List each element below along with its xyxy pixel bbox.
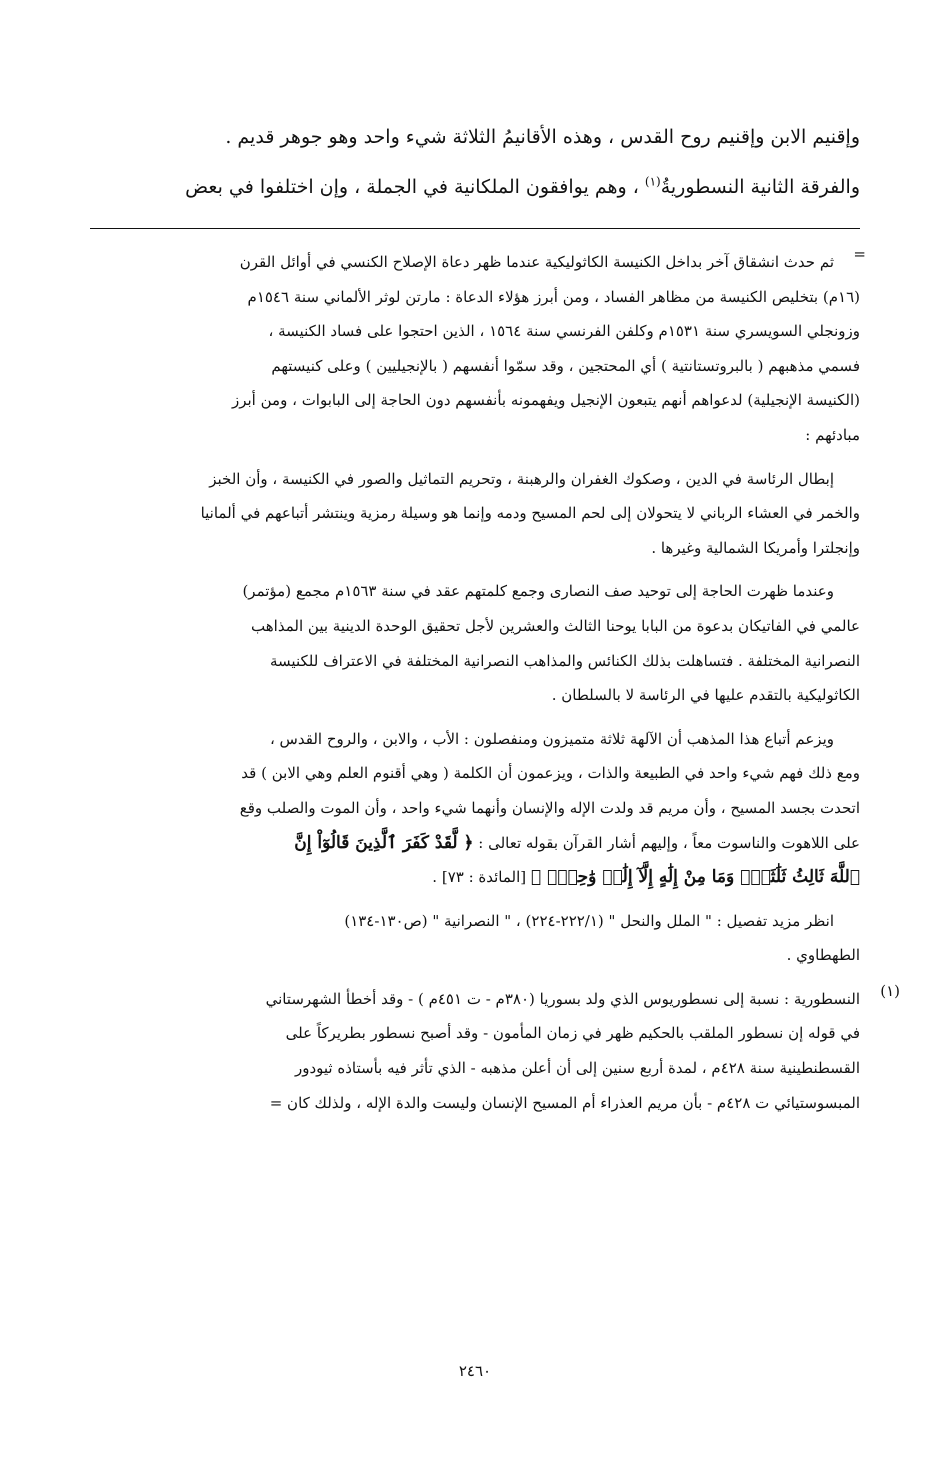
page-number: ٢٤٦٠ [458,1362,492,1380]
main-text [90,112,860,212]
continuation-marker: = [853,245,866,263]
footnote-line: النسطورية : نسبة إلى نسطوريوس الذي ولد بسوريا (٣٨٠م - ت ٤٥١م ) - وقد أخطأ الشهرستاني [265,989,860,1008]
footnote-line [90,826,860,861]
footnote-paragraph-2 [90,462,860,566]
footnote-line: انظر مزيد تفصيل : " الملل والنحل " (٢٢٢/١-٢٢٤) ، " النصرانية " (ص١٣٠-١٣٤) [344,911,834,930]
footnote-line: مبادئهم : [805,425,860,444]
footnote-line: (الكنيسة الإنجيلية) لدعواهم أنهم يتبعون الإنجيل ويفهمونه بأنفسهم دون الحاجة إلى البابوات ، ومن أبرز [231,391,860,410]
main-text-line-1: وإقنيم الابن وإقنيم روح القدس ، وهذه الأقانيمُ الثلاثة شيء واحد وهو جوهر قديم . [225,126,860,148]
footnote-line: وعندما ظهرت الحاجة إلى توحيد صف النصارى وجمع كلمتهم عقد في سنة ١٥٦٣م مجمع (مؤتمر) [242,582,834,601]
main-text-line-2-end: ، وهم يوافقون الملكانية في الجملة ، وإن اختلفوا في بعض [185,176,645,198]
footnote-line: اتحدت بجسد المسيح ، وأن مريم قد ولدت الإله والإنسان وأنهما شيء واحد ، وأن الموت والصلب وقع [239,798,860,817]
footnote-paragraph-5 [90,904,860,973]
main-text-line-2 [90,162,860,212]
footnote-line: عالمي في الفاتيكان بدعوة من البابا يوحنا الثالث والعشرين لأجل تحقيق الوحدة الدينية بين المذاهب [251,616,860,635]
footnote-line: ويزعم أتباع هذا المذهب أن الآلهة ثلاثة متميزون ومنفصلون : الأب ، والابن ، والروح القدس ، [269,729,834,748]
footnote-separator [90,228,860,229]
footnote-line: ثم حدث انشقاق آخر بداخل الكنيسة الكاثوليكية عندما ظهر دعاة الإصلاح الكنسي في أوائل القرن [239,253,834,271]
quran-reference: [المائدة : ٧٣] . [432,868,531,887]
footnote-line [90,860,860,895]
footnote-paragraph-3 [90,574,860,712]
footnote-line: في قوله إن نسطور الملقب بالحكيم ظهر في زمان المأمون - وقد أصبح نسطور بطريركاً على [285,1024,860,1043]
footnote-continuation [90,245,866,453]
footnote-line: (١٦م) بتخليص الكنيسة من مظاهر الفساد ، ومن أبرز هؤلاء الدعاة : مارتن لوثر الألماني سنة ١٥٤٦م [247,287,860,306]
footnote-line: إبطال الرئاسة في الدين ، وصكوك الغفران والرهبنة ، وتحريم التماثيل والصور في الكنيسة ، وأن الخبز [209,469,834,488]
page-body [90,112,900,1120]
footnote-1-number: (١) [880,981,900,1000]
footnote-line: ومع ذلك فهم شيء واحد في الطبيعة والذات ، ويزعمون أن الكلمة ( وهي أقنوم العلم وهي الابن ) قد [241,764,860,783]
footnote-line: الكاثوليكية بالتقدم عليها في الرئاسة لا بالسلطان . [551,686,860,705]
quran-verse-end: ٱللَّهَ ثَالِثُ ثَلَٰثَةٖۘ وَمَا مِنْ إِلَٰهٍ إِلَّآ إِلَٰهٞ وَٰحِدٞۚ ﴾ [530,867,860,888]
main-text-line-2-start: والفرقة الثانية النسطوريةُ [660,176,860,198]
footnote-line: المبسوستيائي ت ٤٢٨م - بأن مريم العذراء أم المسيح الإنسان وليست والدة الإله ، ولذلك كان = [269,1093,860,1112]
footnote-line: الطهطاوي . [786,946,860,965]
footnote-paragraph-4 [90,722,860,895]
footnote-text: على اللاهوت والناسوت معاً ، وإليهم أشار القرآن بقوله تعالى : [473,833,860,852]
footnote-line: وإنجلترا وأمريكا الشمالية وغيرها . [651,538,860,557]
footnote-line: والخمر في العشاء الرباني لا يتحولان إلى لحم المسيح ودمه وإنما هو وسيلة رمزية وينتشر أتباعهم في ألمانيا [200,504,860,523]
footnote-reference: (١) [644,174,661,189]
quran-verse-start: ﴿ لَّقَدْ كَفَرَ ٱلَّذِينَ قَالُوٓاْ إِنَّ [294,832,474,853]
footnote-line: فسمي مذهبهم ( بالبروتستانتية ) أي المحتجين ، وقد سمّوا أنفسهم ( بالإنجيليين ) وعلى كنيستهم [271,356,860,375]
footnote-line: النصرانية المختلفة . فتساهلت بذلك الكنائس والمذاهب النصرانية المختلفة في الاعتراف للكنيسة [270,651,860,670]
footnotes [90,245,900,1120]
footnote-line: وزونجلي السويسري سنة ١٥٣١م وكلفن الفرنسي سنة ١٥٦٤ ، الذين احتجوا على فساد الكنيسة ، [268,322,860,341]
footnote-1 [90,981,900,1120]
footnote-line: القسطنطينية سنة ٤٢٨م ، لمدة أربع سنين إلى أن أعلن مذهبه - الذي تأثر فيه بأستاذه ثيودور [294,1059,860,1078]
